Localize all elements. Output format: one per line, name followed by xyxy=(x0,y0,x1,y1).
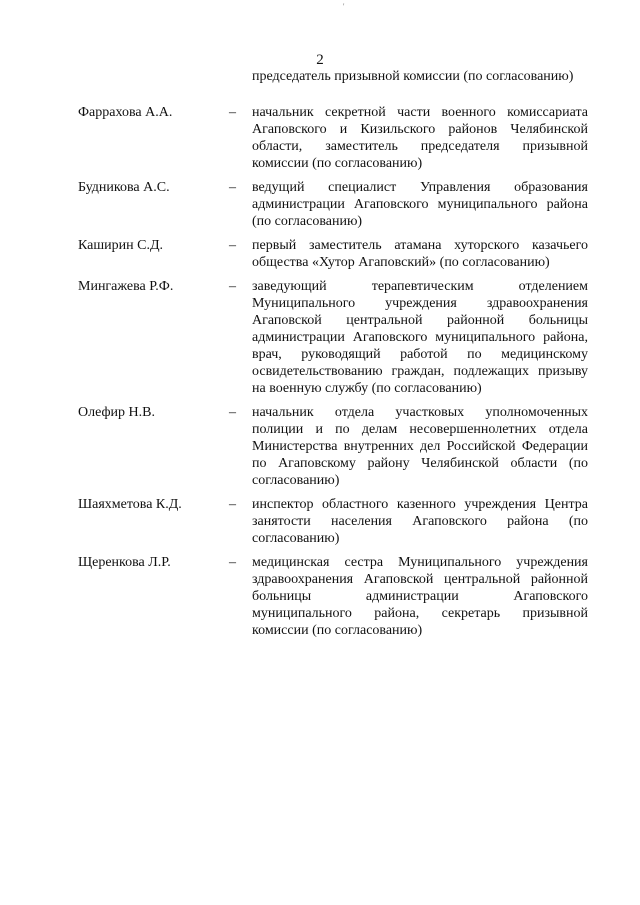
page-number: 2 xyxy=(316,52,324,68)
member-description: медицинская сестра Муниципального учреждения здравоохранения Агаповской центральной районной больницы администрации Агаповского муниципального района, секретарь призывной комиссии (по согласованию) xyxy=(252,555,588,638)
member-name: Олефир Н.В. xyxy=(78,405,155,420)
member-row xyxy=(0,404,640,489)
member-description: начальник секретной части военного комиссариата Агаповского и Кизильского районов Челябинской области, заместитель председателя призывной комиссии (по согласованию) xyxy=(252,105,588,171)
commission-members-list xyxy=(0,104,640,646)
member-dash: – xyxy=(229,497,236,512)
member-row xyxy=(0,237,640,271)
member-dash: – xyxy=(229,555,236,570)
member-row xyxy=(0,554,640,639)
member-dash: – xyxy=(229,405,236,420)
member-name: Будникова А.С. xyxy=(78,180,170,195)
member-description: начальник отдела участковых уполномоченных полиции и по делам несовершеннолетних отдела Министерства внутренних дел Российской Федерации по Агаповскому району Челябинской области (по согласованию) xyxy=(252,405,588,488)
continued-entry-description: председатель призывной комиссии (по согласованию) xyxy=(252,69,574,84)
member-dash: – xyxy=(229,279,236,294)
member-dash: – xyxy=(229,238,236,253)
member-name: Фаррахова А.А. xyxy=(78,105,173,120)
member-row xyxy=(0,104,640,172)
member-dash: – xyxy=(229,105,236,120)
member-description: первый заместитель атамана хуторского казачьего общества «Хутор Агаповский» (по согласованию) xyxy=(252,238,588,270)
member-name: Шаяхметова К.Д. xyxy=(78,497,182,512)
member-description: ведущий специалист Управления образования администрации Агаповского муниципального района (по согласованию) xyxy=(252,180,588,229)
member-description: инспектор областного казенного учреждения Центра занятости населения Агаповского района (по согласованию) xyxy=(252,497,588,546)
member-dash: – xyxy=(229,180,236,195)
member-name: Каширин С.Д. xyxy=(78,238,164,253)
member-description: заведующий терапевтическим отделением Муниципального учреждения здравоохранения Агаповской центральной районной больницы администрации Агаповского муниципального района, врач, руководящий работой по медицинскому освидетельствованию граждан, подлежащих призыву на военную службу (по согласованию) xyxy=(252,279,588,396)
member-row xyxy=(0,179,640,230)
member-name: Щеренкова Л.Р. xyxy=(78,555,171,570)
member-row xyxy=(0,278,640,397)
member-name: Мингажева Р.Ф. xyxy=(78,279,174,294)
member-row xyxy=(0,496,640,547)
scan-mark: ' xyxy=(343,2,345,11)
